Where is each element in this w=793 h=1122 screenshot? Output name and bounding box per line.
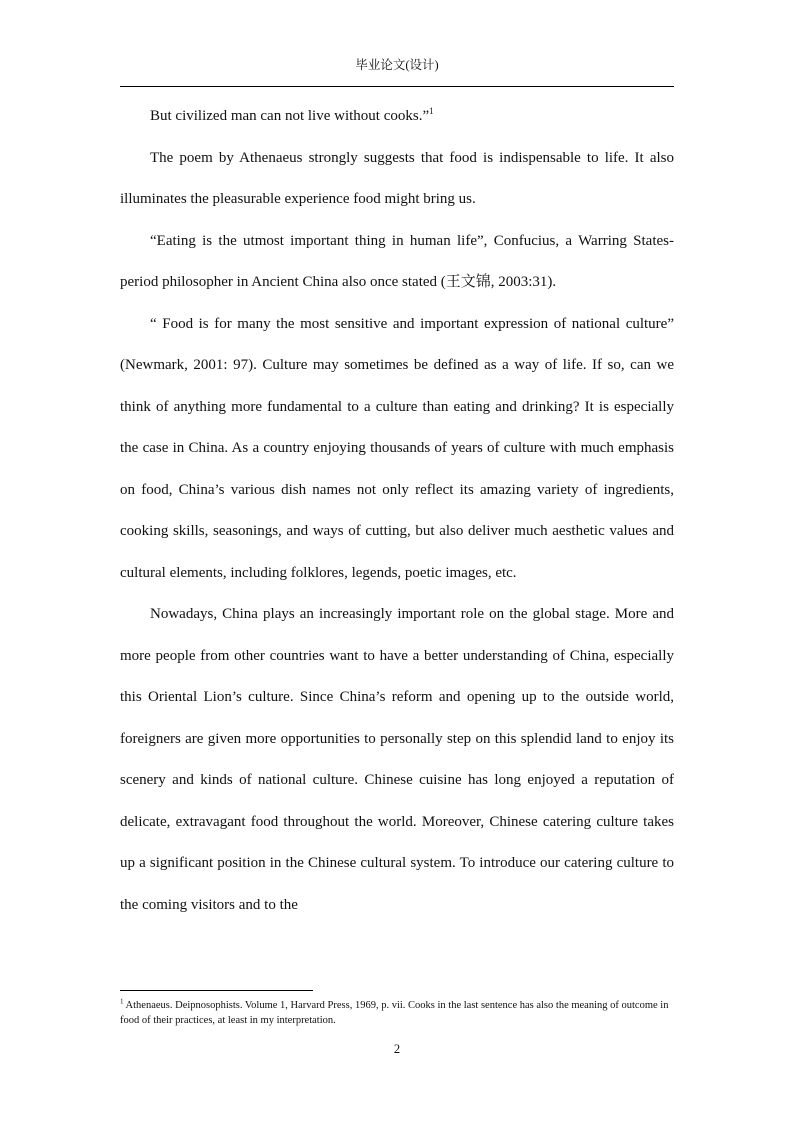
paragraph-1-text: But civilized man can not live without cooks.” [150,108,430,124]
footnote-reference: 1 [429,106,434,116]
footnote-text: Athenaeus. Deipnosophists. Volume 1, Harvard Press, 1969, p. vii. Cooks in the last sentence has also the meaning of outcome in food of their practices, at least in my interpretation. [120,1000,669,1026]
paragraph-1 [120,96,674,138]
page-number: 2 [393,1042,401,1056]
paragraph-3: “Eating is the utmost important thing in human life”, Confucius, a Warring States-period philosopher in Ancient China also once stated (王文锦, 2003:31). [120,232,674,290]
paragraph-5: Nowadays, China plays an increasingly important role on the global stage. More and more people from other countries want to have a better understanding of China, especially this Oriental Lion’s culture. Since China’s reform and opening up to the outside world, foreigners are given more opportunities to personally step on this splendid land to enjoy its scenery and kinds of national culture. Chinese cuisine has long enjoyed a reputation of delicate, extravagant food throughout the world. Moreover, Chinese catering culture takes up a significant position in the Chinese cultural system. To introduce our catering culture to the coming visitors and to the [120,606,674,913]
footnote-mark: 1 [120,997,124,1006]
header-rule [120,86,674,87]
page-header: 毕业论文(设计) [355,58,439,72]
paragraph-2: The poem by Athenaeus strongly suggests that food is indispensable to life. It also illuminates the pleasurable experience food might bring us. [120,149,674,207]
paragraph-4: “ Food is for many the most sensitive and important expression of national culture” (Newmark, 2001: 97). Culture may sometimes be defined as a way of life. If so, can we think of anything more fundamental to a culture than eating and drinking? It is especially the case in China. As a country enjoying thousands of years of culture with much emphasis on food, China’s various dish names not only reflect its amazing variety of ingredients, cooking skills, seasonings, and ways of cutting, but also deliver much aesthetic values and cultural elements, including folklores, legends, poetic images, etc. [120,315,674,581]
body-text [120,96,674,926]
footnote-rule [120,990,313,991]
footnote [120,998,674,1028]
